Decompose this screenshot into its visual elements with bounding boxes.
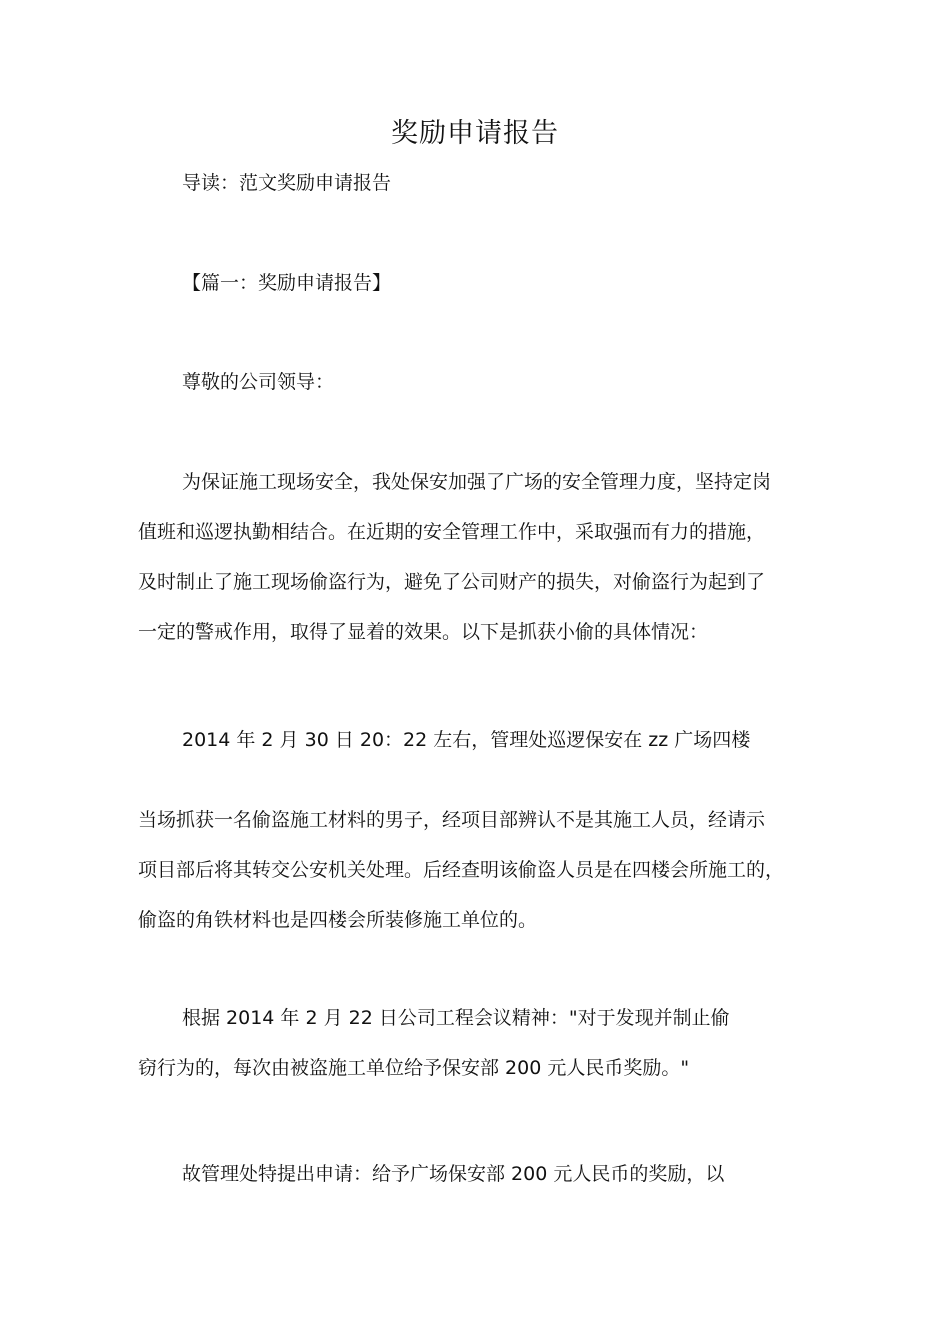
paragraph-2-line-3: 项目部后将其转交公安机关处理。后经查明该偷盗人员是在四楼会所施工的， [138, 859, 785, 881]
paragraph-1-line-2: 值班和巡逻执勤相结合。在近期的安全管理工作中，采取强而有力的措施， [138, 521, 766, 543]
document-title: 奖励申请报告 [391, 118, 559, 149]
paragraph-3-line-1: 根据 2014 年 2 月 22 日公司工程会议精神："对于发现并制止偷 [182, 1007, 730, 1029]
paragraph-2-line-2: 当场抓获一名偷盗施工材料的男子，经项目部辨认不是其施工人员，经请示 [138, 809, 766, 831]
paragraph-2-line-4: 偷盗的角铁材料也是四楼会所装修施工单位的。 [138, 909, 538, 931]
paragraph-1-line-4: 一定的警戒作用，取得了显着的效果。以下是抓获小偷的具体情况： [138, 621, 709, 643]
paragraph-2-line-1: 2014 年 2 月 30 日 20：22 左右，管理处巡逻保安在 zz 广场四楼 [182, 729, 751, 751]
lead-line: 导读：范文奖励申请报告 [182, 172, 392, 194]
section-heading: 【篇一：奖励申请报告】 [182, 272, 392, 294]
paragraph-3-line-2: 窃行为的，每次由被盗施工单位给予保安部 200 元人民币奖励。" [138, 1057, 690, 1079]
paragraph-1-line-3: 及时制止了施工现场偷盗行为，避免了公司财产的损失，对偷盗行为起到了 [138, 571, 766, 593]
paragraph-4-line-1: 故管理处特提出申请：给予广场保安部 200 元人民币的奖励，以 [182, 1163, 725, 1185]
salutation: 尊敬的公司领导： [182, 371, 335, 393]
paragraph-1-line-1: 为保证施工现场安全，我处保安加强了广场的安全管理力度，坚持定岗 [182, 471, 772, 493]
